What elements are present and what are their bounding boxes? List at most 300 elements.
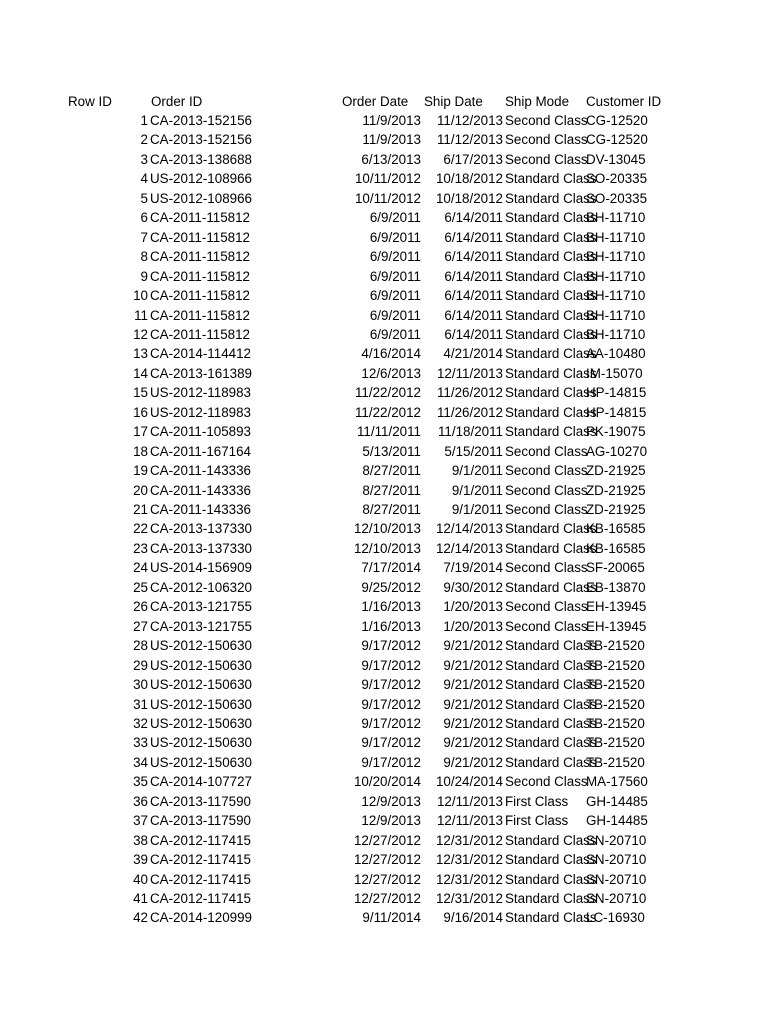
cell-order-id[interactable]: CA-2011-143336 bbox=[150, 502, 251, 517]
table-row bbox=[0, 889, 768, 908]
cell-order-date[interactable]: 12/9/2013 bbox=[361, 813, 421, 829]
cell-order-date[interactable]: 10/11/2012 bbox=[354, 190, 421, 206]
table-row bbox=[0, 422, 768, 441]
table-row bbox=[0, 578, 768, 597]
cell-customer-id[interactable]: SO-20335 bbox=[586, 190, 648, 206]
cell-ship-mode[interactable]: Second Class bbox=[505, 599, 588, 615]
cell-customer-id[interactable]: BH-11710 bbox=[586, 326, 646, 342]
cell-row-id[interactable]: 41 bbox=[133, 891, 148, 906]
cell-order-id[interactable]: CA-2013-152156 bbox=[150, 132, 252, 148]
cell-order-id[interactable]: CA-2013-152156 bbox=[150, 113, 252, 128]
cell-customer-id[interactable]: HP-14815 bbox=[586, 404, 647, 420]
cell-order-id[interactable]: CA-2014-114412 bbox=[150, 346, 251, 362]
table-row bbox=[0, 597, 768, 616]
cell-ship-mode[interactable]: First Class bbox=[505, 813, 569, 829]
cell-customer-id[interactable]: BH-11710 bbox=[586, 229, 646, 245]
cell-ship-mode[interactable]: Standard Class bbox=[505, 715, 597, 731]
cell-order-id[interactable]: US-2012-150630 bbox=[150, 754, 252, 770]
cell-order-id[interactable]: US-2012-118983 bbox=[150, 385, 251, 401]
cell-ship-date[interactable]: 9/21/2012 bbox=[443, 657, 503, 673]
header-order-id[interactable]: Order ID bbox=[151, 93, 203, 109]
cell-order-id[interactable]: US-2014-156909 bbox=[150, 560, 252, 576]
cell-customer-id[interactable]: IM-15070 bbox=[586, 365, 643, 381]
cell-row-id[interactable]: 39 bbox=[133, 852, 148, 868]
cell-order-date[interactable]: 6/9/2011 bbox=[369, 229, 421, 245]
cell-row-id[interactable]: 26 bbox=[133, 599, 148, 615]
cell-customer-id[interactable]: EH-13945 bbox=[586, 618, 647, 634]
cell-order-id[interactable]: CA-2011-143336 bbox=[150, 463, 251, 479]
cell-ship-date[interactable]: 12/14/2013 bbox=[435, 521, 503, 537]
cell-order-date[interactable]: 7/17/2014 bbox=[361, 560, 421, 576]
cell-ship-mode[interactable]: Standard Class bbox=[505, 404, 597, 420]
cell-ship-date[interactable]: 6/17/2013 bbox=[443, 151, 503, 167]
cell-row-id[interactable]: 20 bbox=[133, 482, 148, 498]
cell-ship-mode[interactable]: Standard Class bbox=[505, 638, 597, 654]
cell-customer-id[interactable]: TB-21520 bbox=[586, 754, 645, 770]
cell-customer-id[interactable]: SO-20335 bbox=[586, 171, 648, 187]
cell-customer-id[interactable]: TB-21520 bbox=[586, 657, 645, 673]
cell-order-date[interactable]: 12/6/2013 bbox=[361, 365, 421, 381]
cell-ship-date[interactable]: 12/31/2012 bbox=[435, 852, 503, 868]
cell-ship-mode[interactable]: Second Class bbox=[505, 618, 588, 634]
cell-customer-id[interactable]: TB-21520 bbox=[586, 735, 645, 751]
cell-customer-id[interactable]: CG-12520 bbox=[586, 132, 648, 148]
cell-ship-mode[interactable]: Standard Class bbox=[505, 210, 597, 226]
cell-customer-id[interactable]: SN-20710 bbox=[586, 832, 647, 848]
header-row bbox=[0, 92, 768, 111]
cell-row-id[interactable]: 40 bbox=[133, 871, 148, 887]
cell-ship-date[interactable]: 12/31/2012 bbox=[435, 832, 503, 848]
table-row bbox=[0, 150, 768, 169]
table-row bbox=[0, 461, 768, 480]
cell-ship-date[interactable]: 10/24/2014 bbox=[435, 774, 503, 790]
table-row bbox=[0, 189, 768, 208]
cell-order-date[interactable]: 6/9/2011 bbox=[369, 288, 421, 304]
cell-ship-date[interactable]: 6/14/2011 bbox=[444, 326, 503, 342]
cell-order-id[interactable]: CA-2011-115812 bbox=[150, 249, 251, 265]
cell-order-date[interactable]: 8/27/2011 bbox=[362, 502, 421, 517]
cell-ship-mode[interactable]: Second Class bbox=[505, 502, 588, 517]
cell-order-id[interactable]: CA-2013-121755 bbox=[150, 618, 252, 634]
table-row bbox=[0, 539, 768, 558]
table-row bbox=[0, 306, 768, 325]
table-row bbox=[0, 267, 768, 286]
cell-ship-mode[interactable]: Standard Class bbox=[505, 754, 597, 770]
cell-ship-mode[interactable]: Standard Class bbox=[505, 696, 597, 712]
table-row bbox=[0, 481, 768, 500]
table-row bbox=[0, 636, 768, 655]
cell-row-id[interactable]: 35 bbox=[133, 774, 148, 790]
cell-ship-date[interactable]: 9/21/2012 bbox=[443, 754, 503, 770]
table-row bbox=[0, 792, 768, 811]
cell-order-date[interactable]: 11/11/2011 bbox=[356, 424, 421, 440]
cell-row-id[interactable]: 19 bbox=[133, 463, 148, 479]
cell-order-date[interactable]: 5/13/2011 bbox=[362, 443, 421, 459]
cell-ship-date[interactable]: 11/26/2012 bbox=[436, 404, 503, 420]
cell-ship-mode[interactable]: Standard Class bbox=[505, 832, 597, 848]
cell-row-id[interactable]: 11 bbox=[134, 307, 148, 323]
cell-ship-date[interactable]: 12/11/2013 bbox=[436, 793, 503, 809]
cell-ship-mode[interactable]: Second Class bbox=[505, 463, 588, 479]
header-ship-mode[interactable]: Ship Mode bbox=[505, 93, 570, 109]
cell-order-id[interactable]: CA-2012-117415 bbox=[150, 871, 251, 887]
cell-ship-mode[interactable]: Standard Class bbox=[505, 249, 597, 265]
cell-customer-id[interactable]: AG-10270 bbox=[586, 443, 648, 459]
cell-row-id[interactable]: 24 bbox=[133, 560, 148, 576]
cell-order-id[interactable]: CA-2011-115812 bbox=[150, 326, 251, 342]
cell-ship-mode[interactable]: Second Class bbox=[505, 113, 588, 128]
cell-ship-date[interactable]: 9/1/2011 bbox=[451, 482, 503, 498]
cell-order-id[interactable]: CA-2013-117590 bbox=[150, 813, 251, 829]
table-row bbox=[0, 442, 768, 461]
cell-customer-id[interactable]: GH-14485 bbox=[586, 813, 648, 829]
cell-order-date[interactable]: 6/13/2013 bbox=[361, 151, 421, 167]
cell-order-id[interactable]: CA-2013-138688 bbox=[150, 151, 252, 167]
cell-row-id[interactable]: 5 bbox=[140, 190, 148, 206]
cell-customer-id[interactable]: BH-11710 bbox=[586, 307, 646, 323]
cell-ship-date[interactable]: 12/11/2013 bbox=[436, 365, 503, 381]
cell-customer-id[interactable]: TB-21520 bbox=[586, 638, 645, 654]
cell-ship-date[interactable]: 1/20/2013 bbox=[443, 599, 503, 615]
cell-order-id[interactable]: US-2012-150630 bbox=[150, 735, 252, 751]
table-row bbox=[0, 500, 768, 519]
table-row bbox=[0, 344, 768, 363]
cell-order-date[interactable]: 11/22/2012 bbox=[354, 385, 421, 401]
cell-customer-id[interactable]: CG-12520 bbox=[586, 113, 648, 128]
cell-customer-id[interactable]: MA-17560 bbox=[586, 774, 648, 790]
cell-row-id[interactable]: 8 bbox=[140, 249, 148, 265]
cell-row-id[interactable]: 42 bbox=[133, 910, 148, 926]
cell-row-id[interactable]: 32 bbox=[133, 715, 148, 731]
cell-order-date[interactable]: 9/17/2012 bbox=[361, 715, 421, 731]
table-row bbox=[0, 617, 768, 636]
table-row bbox=[0, 656, 768, 675]
cell-order-date[interactable]: 12/27/2012 bbox=[353, 891, 421, 906]
cell-order-date[interactable]: 9/17/2012 bbox=[361, 677, 421, 693]
table-row bbox=[0, 325, 768, 344]
cell-order-date[interactable]: 10/20/2014 bbox=[353, 774, 421, 790]
table-row bbox=[0, 403, 768, 422]
cell-order-date[interactable]: 9/17/2012 bbox=[361, 657, 421, 673]
cell-ship-date[interactable]: 12/11/2013 bbox=[436, 813, 503, 829]
cell-order-date[interactable]: 9/17/2012 bbox=[361, 696, 421, 712]
cell-order-date[interactable]: 11/22/2012 bbox=[354, 404, 421, 420]
cell-ship-date[interactable]: 11/12/2013 bbox=[436, 113, 503, 128]
cell-order-date[interactable]: 12/27/2012 bbox=[353, 832, 421, 848]
cell-order-id[interactable]: US-2012-108966 bbox=[150, 171, 252, 187]
cell-customer-id[interactable]: AA-10480 bbox=[586, 346, 646, 362]
cell-row-id[interactable]: 16 bbox=[133, 404, 148, 420]
cell-ship-date[interactable]: 9/21/2012 bbox=[443, 735, 503, 751]
cell-row-id[interactable]: 31 bbox=[133, 696, 148, 712]
cell-order-id[interactable]: CA-2012-117415 bbox=[150, 891, 251, 906]
cell-ship-mode[interactable]: Standard Class bbox=[505, 171, 597, 187]
cell-order-id[interactable]: CA-2011-105893 bbox=[150, 424, 251, 440]
cell-order-id[interactable]: CA-2012-117415 bbox=[150, 852, 251, 868]
cell-row-id[interactable]: 2 bbox=[140, 132, 148, 148]
cell-ship-mode[interactable]: Second Class bbox=[505, 774, 588, 790]
table-row bbox=[0, 831, 768, 850]
cell-row-id[interactable]: 17 bbox=[133, 424, 148, 440]
cell-customer-id[interactable]: SF-20065 bbox=[586, 560, 645, 576]
cell-order-date[interactable]: 6/9/2011 bbox=[369, 249, 421, 265]
table-row bbox=[0, 811, 768, 830]
cell-order-date[interactable]: 10/11/2012 bbox=[354, 171, 421, 187]
cell-customer-id[interactable]: BH-11710 bbox=[586, 268, 646, 284]
cell-ship-mode[interactable]: Standard Class bbox=[505, 326, 597, 342]
cell-row-id[interactable]: 29 bbox=[133, 657, 148, 673]
cell-row-id[interactable]: 13 bbox=[133, 346, 148, 362]
cell-order-id[interactable]: CA-2011-143336 bbox=[150, 482, 251, 498]
cell-ship-date[interactable]: 9/21/2012 bbox=[443, 696, 503, 712]
table-row bbox=[0, 228, 768, 247]
cell-order-id[interactable]: CA-2013-117590 bbox=[150, 793, 251, 809]
cell-ship-mode[interactable]: Standard Class bbox=[505, 424, 597, 440]
cell-ship-mode[interactable]: Standard Class bbox=[505, 735, 597, 751]
cell-ship-mode[interactable]: Standard Class bbox=[505, 657, 597, 673]
cell-order-date[interactable]: 9/11/2014 bbox=[362, 910, 421, 926]
cell-order-date[interactable]: 6/9/2011 bbox=[369, 307, 421, 323]
table-row bbox=[0, 208, 768, 227]
cell-customer-id[interactable]: KB-16585 bbox=[586, 540, 646, 556]
cell-customer-id[interactable]: TB-21520 bbox=[586, 677, 645, 693]
cell-customer-id[interactable]: SN-20710 bbox=[586, 891, 647, 906]
cell-ship-date[interactable]: 9/16/2014 bbox=[443, 910, 503, 926]
cell-ship-mode[interactable]: Standard Class bbox=[505, 346, 597, 362]
cell-ship-date[interactable]: 9/21/2012 bbox=[443, 638, 503, 654]
cell-ship-date[interactable]: 7/19/2014 bbox=[443, 560, 503, 576]
cell-order-date[interactable]: 12/10/2013 bbox=[353, 521, 421, 537]
table-row bbox=[0, 519, 768, 538]
cell-order-date[interactable]: 9/25/2012 bbox=[361, 579, 421, 595]
cell-order-id[interactable]: US-2012-150630 bbox=[150, 677, 252, 693]
header-order-date[interactable]: Order Date bbox=[342, 93, 409, 109]
cell-ship-mode[interactable]: Standard Class bbox=[505, 910, 597, 926]
cell-customer-id[interactable]: EH-13945 bbox=[586, 599, 647, 615]
cell-order-date[interactable]: 11/9/2013 bbox=[362, 132, 421, 148]
cell-order-id[interactable]: US-2012-150630 bbox=[150, 638, 252, 654]
table-row bbox=[0, 247, 768, 266]
cell-row-id[interactable]: 23 bbox=[133, 540, 148, 556]
cell-row-id[interactable]: 34 bbox=[133, 754, 148, 770]
cell-order-date[interactable]: 6/9/2011 bbox=[369, 268, 421, 284]
cell-row-id[interactable]: 25 bbox=[133, 579, 148, 595]
cell-customer-id[interactable]: KB-16585 bbox=[586, 521, 646, 537]
cell-row-id[interactable]: 33 bbox=[133, 735, 148, 751]
cell-row-id[interactable]: 22 bbox=[133, 521, 148, 537]
table-row bbox=[0, 130, 768, 149]
cell-order-date[interactable]: 8/27/2011 bbox=[362, 463, 421, 479]
cell-customer-id[interactable]: SN-20710 bbox=[586, 871, 647, 887]
cell-order-id[interactable]: CA-2012-117415 bbox=[150, 832, 251, 848]
table-row bbox=[0, 169, 768, 188]
cell-ship-date[interactable]: 11/12/2013 bbox=[436, 132, 503, 148]
cell-ship-date[interactable]: 10/18/2012 bbox=[435, 171, 503, 187]
cell-order-id[interactable]: CA-2011-115812 bbox=[150, 288, 251, 304]
cell-ship-date[interactable]: 11/18/2011 bbox=[437, 424, 503, 440]
cell-ship-mode[interactable]: Second Class bbox=[505, 151, 588, 167]
cell-row-id[interactable]: 38 bbox=[133, 832, 148, 848]
header-customer-id[interactable]: Customer ID bbox=[586, 93, 662, 109]
cell-customer-id[interactable]: ZD-21925 bbox=[586, 463, 646, 479]
cell-ship-date[interactable]: 12/31/2012 bbox=[435, 871, 503, 887]
table-row bbox=[0, 383, 768, 402]
cell-ship-date[interactable]: 6/14/2011 bbox=[444, 210, 503, 226]
cell-row-id[interactable]: 18 bbox=[133, 443, 148, 459]
cell-customer-id[interactable]: ZD-21925 bbox=[586, 482, 646, 498]
cell-row-id[interactable]: 10 bbox=[133, 288, 148, 304]
cell-row-id[interactable]: 30 bbox=[133, 677, 148, 693]
cell-order-id[interactable]: CA-2014-120999 bbox=[150, 910, 252, 926]
cell-ship-mode[interactable]: Standard Class bbox=[505, 579, 597, 595]
cell-ship-date[interactable]: 6/14/2011 bbox=[444, 229, 503, 245]
cell-customer-id[interactable]: LC-16930 bbox=[586, 910, 645, 926]
cell-ship-mode[interactable]: Second Class bbox=[505, 132, 588, 148]
table-row bbox=[0, 714, 768, 733]
cell-order-date[interactable]: 6/9/2011 bbox=[369, 326, 421, 342]
cell-order-id[interactable]: US-2012-118983 bbox=[150, 404, 251, 420]
cell-order-id[interactable]: CA-2013-137330 bbox=[150, 521, 252, 537]
cell-order-id[interactable]: CA-2011-115812 bbox=[150, 229, 251, 245]
cell-order-date[interactable]: 9/17/2012 bbox=[361, 638, 421, 654]
cell-order-id[interactable]: CA-2011-115812 bbox=[150, 307, 251, 323]
cell-customer-id[interactable]: BH-11710 bbox=[586, 288, 646, 304]
cell-row-id[interactable]: 27 bbox=[133, 618, 148, 634]
cell-ship-date[interactable]: 9/1/2011 bbox=[451, 502, 503, 517]
table-row bbox=[0, 111, 768, 130]
table-row bbox=[0, 675, 768, 694]
cell-customer-id[interactable]: PK-19075 bbox=[586, 424, 646, 440]
table-row bbox=[0, 364, 768, 383]
cell-order-id[interactable]: CA-2011-115812 bbox=[150, 210, 251, 226]
cell-customer-id[interactable]: SN-20710 bbox=[586, 852, 647, 868]
cell-order-id[interactable]: CA-2011-115812 bbox=[150, 268, 251, 284]
cell-order-date[interactable]: 12/10/2013 bbox=[353, 540, 421, 556]
cell-order-date[interactable]: 12/9/2013 bbox=[361, 793, 421, 809]
cell-customer-id[interactable]: BH-11710 bbox=[586, 249, 646, 265]
cell-ship-date[interactable]: 9/30/2012 bbox=[443, 579, 503, 595]
table-row bbox=[0, 733, 768, 752]
cell-order-id[interactable]: CA-2013-161389 bbox=[150, 365, 252, 381]
table-row bbox=[0, 558, 768, 577]
cell-row-id[interactable]: 9 bbox=[140, 268, 148, 284]
cell-order-date[interactable]: 4/16/2014 bbox=[361, 346, 421, 362]
cell-row-id[interactable]: 7 bbox=[140, 229, 148, 245]
cell-customer-id[interactable]: ZD-21925 bbox=[586, 502, 646, 517]
table-row bbox=[0, 908, 768, 927]
header-ship-date[interactable]: Ship Date bbox=[424, 93, 483, 109]
cell-order-id[interactable]: US-2012-150630 bbox=[150, 715, 252, 731]
cell-row-id[interactable]: 14 bbox=[133, 365, 148, 381]
table-row bbox=[0, 772, 768, 791]
cell-row-id[interactable]: 37 bbox=[133, 813, 148, 829]
cell-row-id[interactable]: 12 bbox=[133, 326, 148, 342]
cell-order-date[interactable]: 9/17/2012 bbox=[361, 735, 421, 751]
cell-order-date[interactable]: 12/27/2012 bbox=[353, 852, 421, 868]
cell-ship-date[interactable]: 12/14/2013 bbox=[435, 540, 503, 556]
cell-ship-date[interactable]: 11/26/2012 bbox=[436, 385, 503, 401]
cell-ship-date[interactable]: 9/21/2012 bbox=[443, 677, 503, 693]
cell-ship-date[interactable]: 9/1/2011 bbox=[451, 463, 503, 479]
cell-ship-mode[interactable]: Standard Class bbox=[505, 385, 597, 401]
cell-row-id[interactable]: 3 bbox=[140, 151, 148, 167]
cell-ship-mode[interactable]: Standard Class bbox=[505, 540, 597, 556]
table-row bbox=[0, 870, 768, 889]
cell-row-id[interactable]: 15 bbox=[133, 385, 148, 401]
cell-ship-date[interactable]: 6/14/2011 bbox=[444, 288, 503, 304]
cell-row-id[interactable]: 28 bbox=[133, 638, 148, 654]
cell-ship-date[interactable]: 6/14/2011 bbox=[444, 249, 503, 265]
cell-row-id[interactable]: 6 bbox=[140, 210, 148, 226]
cell-row-id[interactable]: 21 bbox=[133, 502, 148, 517]
cell-ship-mode[interactable]: Standard Class bbox=[505, 871, 597, 887]
cell-order-date[interactable]: 9/17/2012 bbox=[361, 754, 421, 770]
cell-order-id[interactable]: CA-2013-121755 bbox=[150, 599, 252, 615]
table-row bbox=[0, 695, 768, 714]
cell-order-id[interactable]: CA-2012-106320 bbox=[150, 579, 252, 595]
cell-ship-date[interactable]: 12/31/2012 bbox=[435, 891, 503, 906]
cell-customer-id[interactable]: BH-11710 bbox=[586, 210, 646, 226]
cell-ship-date[interactable]: 6/14/2011 bbox=[444, 307, 503, 323]
cell-ship-date[interactable]: 4/21/2014 bbox=[443, 346, 503, 362]
cell-customer-id[interactable]: HP-14815 bbox=[586, 385, 647, 401]
cell-order-id[interactable]: US-2012-150630 bbox=[150, 657, 252, 673]
cell-ship-mode[interactable]: Standard Class bbox=[505, 891, 597, 906]
cell-order-id[interactable]: CA-2014-107727 bbox=[150, 774, 252, 790]
cell-ship-mode[interactable]: Second Class bbox=[505, 560, 588, 576]
cell-ship-date[interactable]: 9/21/2012 bbox=[443, 715, 503, 731]
cell-customer-id[interactable]: DV-13045 bbox=[586, 151, 646, 167]
cell-order-date[interactable]: 11/9/2013 bbox=[362, 113, 421, 128]
cell-ship-date[interactable]: 1/20/2013 bbox=[443, 618, 503, 634]
cell-order-id[interactable]: US-2012-150630 bbox=[150, 696, 252, 712]
cell-ship-mode[interactable]: Standard Class bbox=[505, 229, 597, 245]
cell-ship-date[interactable]: 5/15/2011 bbox=[444, 443, 503, 459]
cell-ship-mode[interactable]: Standard Class bbox=[505, 288, 597, 304]
cell-order-date[interactable]: 1/16/2013 bbox=[361, 618, 421, 634]
cell-ship-mode[interactable]: Standard Class bbox=[505, 365, 597, 381]
cell-order-date[interactable]: 1/16/2013 bbox=[361, 599, 421, 615]
cell-order-id[interactable]: CA-2011-167164 bbox=[150, 443, 251, 459]
table-row bbox=[0, 753, 768, 772]
header-row-id[interactable]: Row ID bbox=[68, 93, 112, 109]
cell-ship-mode[interactable]: Second Class bbox=[505, 482, 588, 498]
cell-ship-mode[interactable]: Standard Class bbox=[505, 852, 597, 868]
table-row bbox=[0, 850, 768, 869]
cell-customer-id[interactable]: TB-21520 bbox=[586, 715, 645, 731]
cell-ship-mode[interactable]: Standard Class bbox=[505, 190, 597, 206]
cell-row-id[interactable]: 1 bbox=[140, 113, 148, 128]
cell-ship-mode[interactable]: Second Class bbox=[505, 443, 588, 459]
cell-customer-id[interactable]: EB-13870 bbox=[586, 579, 646, 595]
cell-ship-date[interactable]: 6/14/2011 bbox=[444, 268, 503, 284]
cell-row-id[interactable]: 36 bbox=[133, 793, 148, 809]
cell-ship-mode[interactable]: Standard Class bbox=[505, 268, 597, 284]
cell-ship-mode[interactable]: Standard Class bbox=[505, 521, 597, 537]
cell-ship-mode[interactable]: Standard Class bbox=[505, 677, 597, 693]
cell-order-date[interactable]: 12/27/2012 bbox=[353, 871, 421, 887]
cell-order-date[interactable]: 8/27/2011 bbox=[362, 482, 421, 498]
cell-order-id[interactable]: CA-2013-137330 bbox=[150, 540, 252, 556]
cell-customer-id[interactable]: GH-14485 bbox=[586, 793, 648, 809]
cell-order-id[interactable]: US-2012-108966 bbox=[150, 190, 252, 206]
cell-ship-mode[interactable]: Standard Class bbox=[505, 307, 597, 323]
cell-order-date[interactable]: 6/9/2011 bbox=[369, 210, 421, 226]
cell-row-id[interactable]: 4 bbox=[140, 171, 148, 187]
cell-customer-id[interactable]: TB-21520 bbox=[586, 696, 645, 712]
cell-ship-mode[interactable]: First Class bbox=[505, 793, 569, 809]
cell-ship-date[interactable]: 10/18/2012 bbox=[435, 190, 503, 206]
